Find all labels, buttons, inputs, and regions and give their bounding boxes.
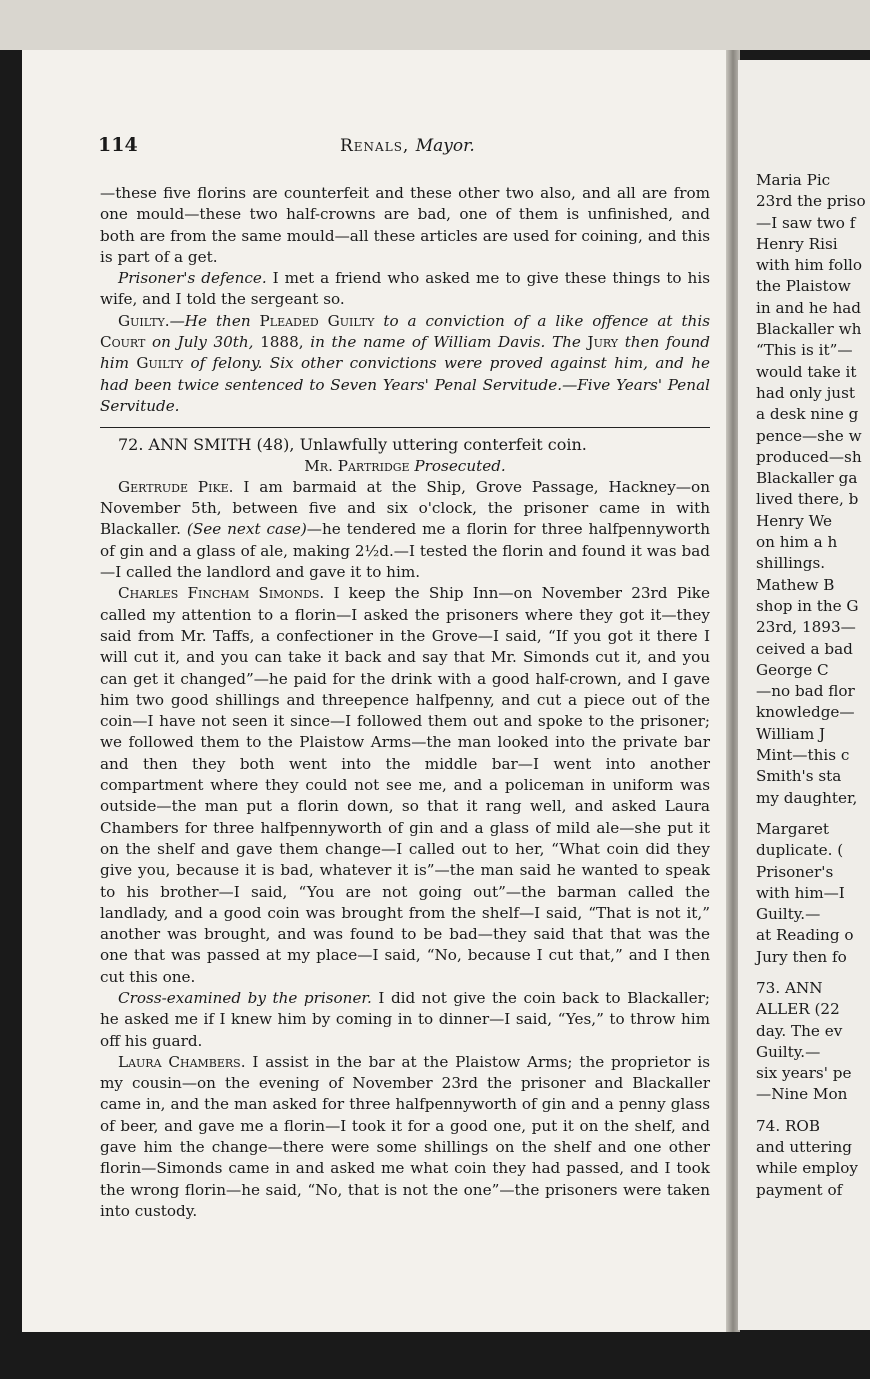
verdict-text-j: then found him	[100, 333, 711, 373]
pike-text-a: I am barmaid at the Ship, Grove Passage, Hackney—on November 5th, between five and six o'clock, the prisoner came in with Blackaller.	[100, 477, 710, 539]
right-page-line: payment of	[756, 1180, 843, 1199]
right-page-text	[756, 170, 870, 1201]
right-page-line: knowledge—	[756, 703, 855, 722]
right-page-line: Mathew B	[756, 575, 835, 594]
right-page-line: Blackaller wh	[756, 320, 862, 339]
running-title-office: Mayor.	[415, 136, 475, 156]
right-page-line: “This is it”—	[756, 341, 853, 360]
pike-text-c: —he tendered me a florin for three halfpennyworth of gin and a glass of ale, making 2½d.—I tested the florin and found it was bad—I called the landlord and gave it to him.	[100, 520, 711, 582]
right-page-line: and uttering	[756, 1138, 852, 1157]
right-page-line: 74. ROB	[756, 1116, 821, 1135]
case-72-prosecution	[100, 456, 710, 477]
body-text	[100, 183, 710, 1222]
defence-lead: Prisoner's defence.	[118, 269, 267, 288]
right-page-line: George C	[756, 660, 829, 679]
right-page-line: shop in the G	[756, 596, 859, 615]
right-page-line: had only just	[756, 383, 855, 402]
verdict-guilty-2: Guilty	[136, 354, 184, 373]
right-page-line: shillings.	[756, 554, 826, 573]
witness-name-chambers: Laura Chambers.	[118, 1052, 246, 1071]
right-page-line: while employ	[756, 1159, 859, 1178]
right-page-line: a desk nine g	[756, 405, 859, 424]
right-page-line: produced—sh	[756, 447, 862, 466]
right-page-line: Jury then fo	[756, 947, 847, 966]
prosecutor-name: Mr. Partridge	[304, 456, 410, 475]
right-page-line: Henry We	[756, 511, 833, 530]
right-page-line: would take it	[756, 362, 857, 381]
right-page-line: —no bad flor	[756, 682, 855, 701]
right-page-line: 73. ANN	[756, 978, 823, 997]
running-title-name: Renals,	[340, 136, 410, 156]
cross-text: I did not give the coin back to Blackaller; he asked me if I knew him by coming in to dinner—I said, “Yes,” to throw him off his guard.	[100, 988, 710, 1050]
defence-text: I met a friend who asked me to give these things to his wife, and I told the sergeant so.	[100, 269, 710, 309]
right-page-line: in and he had	[756, 298, 862, 317]
right-page-line: Blackaller ga	[756, 469, 858, 488]
right-page-line: Maria Pic	[756, 171, 831, 189]
right-page-line: lived there, b	[756, 490, 859, 509]
right-page-line: with him—I	[756, 883, 845, 902]
right-page-line	[756, 968, 870, 978]
witness-simonds	[100, 583, 710, 988]
right-page-line: Prisoner's	[756, 862, 834, 881]
running-title	[340, 136, 475, 156]
right-page-line: Mint—this c	[756, 746, 850, 765]
right-page-line: Guilty.—	[756, 1042, 821, 1061]
right-page-line: Henry Risi	[756, 234, 838, 253]
right-page-line	[756, 809, 870, 819]
right-page-line: my daughter,	[756, 788, 858, 807]
right-page-line: Smith's sta	[756, 767, 842, 786]
chambers-text: I assist in the bar at the Plaistow Arms; the proprietor is my cousin—on the evening of November 23rd the prisoner and Blackaller came in, and the man asked for three halfpennyworth of gin and a penny glass of beer, and gave me a florin—I took it for a good one, put it on the shelf, and gave him the change—there were some shillings on the shelf and one other florin—Simonds came in and asked me what coin they had passed, and I took the wrong florin—he said, “No, that is not the one”—the prisoners were taken into custody.	[100, 1052, 710, 1220]
paragraph-prisoner-defence	[100, 268, 710, 311]
witness-chambers	[100, 1052, 710, 1222]
verdict-text-b: —He then	[169, 311, 251, 330]
right-page-line: on him a h	[756, 533, 838, 552]
right-page-line: —Nine Mon	[756, 1085, 848, 1104]
right-page-line: —I saw two f	[756, 213, 856, 232]
case-72-heading: 72. ANN SMITH (48), Unlawfully uttering conterfeit coin.	[118, 435, 587, 455]
right-page-line: Margaret	[756, 819, 829, 838]
witness-name-pike: Gertrude Pike.	[118, 477, 234, 496]
verdict-text-d: to a conviction of a like offence at this	[383, 311, 710, 330]
scan-top-margin	[0, 0, 870, 50]
right-page-line: Guilty.—	[756, 905, 821, 924]
right-page-line: day. The ev	[756, 1021, 843, 1040]
prosecuted-label: Prosecuted.	[414, 456, 506, 475]
right-page-line: William J	[756, 724, 826, 743]
witness-name-simonds: Charles Fincham Simonds.	[118, 584, 325, 603]
verdict-jury: Jury	[587, 333, 619, 352]
right-page-line: six years' pe	[756, 1064, 852, 1083]
right-page-line: pence—she w	[756, 426, 862, 445]
verdict-sentence: of felony. Six other convictions were proved against him, and he had been twice sentenced to Seven Years' Penal Servitude.—Five Years' Penal Servitude.	[100, 354, 710, 415]
right-page-line: ALLER (22	[756, 1000, 840, 1019]
right-page-line: 23rd, 1893—	[756, 618, 856, 637]
witness-pike	[100, 477, 710, 583]
page-number: 114	[98, 134, 138, 156]
section-divider	[100, 427, 710, 428]
pike-see-next-case: (See next case)	[186, 520, 307, 539]
right-page-line: duplicate. (	[756, 841, 844, 860]
right-page-line: the Plaistow	[756, 277, 851, 296]
right-page-line	[756, 1106, 870, 1116]
right-page-line: at Reading o	[756, 926, 854, 945]
verdict-text-h: in the name of William Davis. The	[310, 333, 581, 352]
paragraph-verdict-71	[100, 311, 710, 417]
verdict-year: 1888,	[260, 333, 304, 352]
verdict-pleaded: Pleaded Guilty	[259, 311, 375, 330]
paragraph-evidence-end: —these five florins are counterfeit and these other two also, and all are from one mould—these two half-crowns are bad, one of them is unfinished, and both are from the same mould—all these articles are used for coining, and this is part of a get.	[100, 184, 710, 266]
right-page-line: with him follo	[756, 256, 863, 275]
verdict-court: Court	[100, 333, 146, 352]
verdict-date: on July 30th,	[151, 333, 254, 352]
cross-examination	[100, 988, 710, 1052]
verdict-guilty: Guilty.	[118, 311, 170, 330]
right-page-line: 23rd the priso	[756, 192, 866, 211]
right-page-line: ceived a bad	[756, 639, 853, 658]
cross-lead: Cross-examined by the prisoner.	[118, 988, 372, 1007]
simonds-text: I keep the Ship Inn—on November 23rd Pike called my attention to a florin—I asked the prisoners where they got it—they said from Mr. Taffs, a confectioner in the Grove—I said, “If you got it there I will cut it, and you can take it back and say that Mr. Simonds cut it, and you can get it changed”—he paid for the drink with a good half-crown, and I gave him two good shillings and threepence halfpenny, and cut a piece out of the coin—I have not seen it since—I followed them out and spoke to the prisoner; we followed them to the Plaistow Arms—the man looked into the private bar and then they both went into the middle bar—I went into another compartment where they could not see me, and a policeman in uniform was outside—the man put a florin down, so that it rang well, and asked Laura Chambers for three halfpennyworth of gin and a glass of mild ale—she put it on the shelf and gave them change—I called out to her, “What coin did they give you, because it is bad, whatever it is”—the man said he wanted to speak to his brother—I said, “You are not going out”—the barman called the landlady, and a good coin was brought from the shelf—I said, “That is not it,” another was brought, and was found to be bad—they said that that was the one that was passed at my place—I said, “No, because I cut that,” and I then cut this one.	[100, 584, 710, 986]
